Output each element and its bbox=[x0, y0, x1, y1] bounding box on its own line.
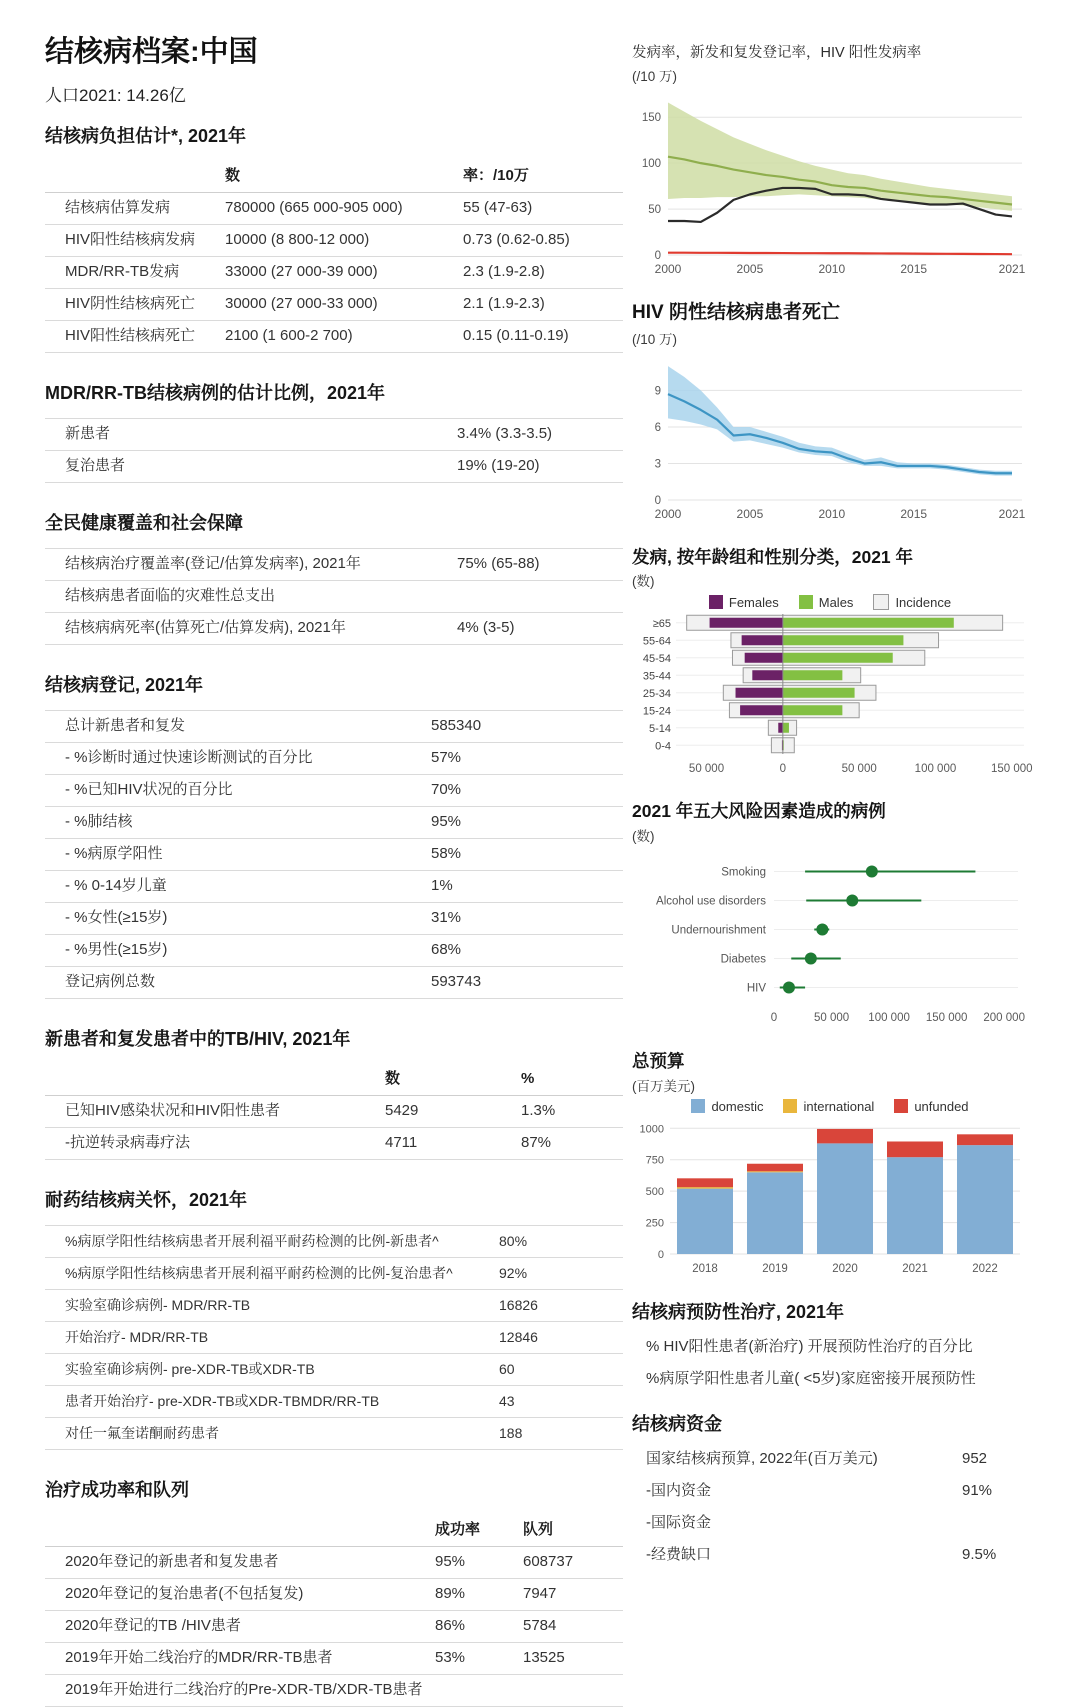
row-value: 7947 bbox=[523, 1585, 557, 1603]
column-header: 队列 bbox=[523, 1521, 554, 1539]
table-row bbox=[45, 1386, 623, 1418]
table-row bbox=[45, 1675, 623, 1707]
section-title: 新患者和复发患者中的TB/HIV, 2021年 bbox=[45, 1029, 351, 1050]
table-row bbox=[45, 1322, 623, 1354]
svg-text:100 000: 100 000 bbox=[914, 763, 957, 776]
chart-deaths-block bbox=[632, 301, 1028, 522]
row-label: 结核病估算发病 bbox=[65, 199, 171, 217]
notification-table bbox=[45, 710, 623, 999]
row-value: 16826 bbox=[499, 1297, 538, 1314]
table-header-row bbox=[45, 1515, 623, 1547]
section-title: 结核病登记, 2021年 bbox=[45, 675, 204, 696]
legend-label: Males bbox=[818, 594, 854, 610]
legend-label: domestic bbox=[711, 1098, 764, 1114]
table-row bbox=[45, 1547, 623, 1579]
section-outcomes bbox=[45, 1476, 623, 1707]
table-row bbox=[45, 1611, 623, 1643]
table-row bbox=[45, 1354, 623, 1386]
legend-swatch-icon bbox=[691, 1099, 705, 1113]
legend-swatch-icon bbox=[873, 594, 889, 610]
row-value: 0.15 (0.11-0.19) bbox=[463, 327, 569, 345]
svg-text:2005: 2005 bbox=[736, 506, 764, 521]
row-label: 结核病患者面临的灾难性总支出 bbox=[65, 587, 276, 605]
table-row bbox=[45, 451, 623, 483]
svg-text:1000: 1000 bbox=[639, 1123, 664, 1136]
table-row bbox=[45, 613, 623, 645]
svg-text:2015: 2015 bbox=[900, 506, 928, 521]
tbhiv-table bbox=[45, 1064, 623, 1160]
chart-title: 发病, 按年龄组和性别分类，2021 年 bbox=[632, 546, 914, 567]
table-row bbox=[45, 1128, 623, 1160]
table-row bbox=[45, 1418, 623, 1450]
table-row bbox=[632, 1364, 1028, 1396]
row-value: 87% bbox=[521, 1134, 552, 1152]
svg-text:2019: 2019 bbox=[762, 1262, 788, 1275]
burden-table bbox=[45, 161, 623, 353]
row-label: - %肺结核 bbox=[65, 813, 133, 831]
table-row bbox=[45, 967, 623, 999]
row-label: 2019年开始二线治疗的MDR/RR-TB患者 bbox=[65, 1649, 333, 1667]
table-row bbox=[45, 225, 623, 257]
row-value: 95% bbox=[431, 813, 462, 831]
right-column bbox=[632, 44, 1033, 1572]
legend-swatch-icon bbox=[894, 1099, 908, 1113]
row-value: 4% (3-5) bbox=[457, 619, 515, 637]
svg-text:2021: 2021 bbox=[998, 261, 1026, 276]
section-preventive bbox=[632, 1298, 1028, 1396]
svg-text:Alcohol use disorders: Alcohol use disorders bbox=[656, 895, 766, 908]
section-burden-estimates bbox=[45, 122, 623, 353]
table-row bbox=[45, 935, 623, 967]
svg-text:Undernourishment: Undernourishment bbox=[671, 924, 766, 937]
legend-item bbox=[894, 1099, 968, 1114]
svg-text:2020: 2020 bbox=[832, 1262, 858, 1275]
row-value: 91% bbox=[962, 1482, 993, 1500]
row-value: 60 bbox=[499, 1361, 515, 1378]
row-label: 结核病治疗覆盖率(登记/估算发病率), 2021年 bbox=[65, 555, 361, 573]
row-label: 患者开始治疗- pre-XDR-TB或XDR-TBMDR/RR-TB bbox=[65, 1393, 380, 1410]
outcomes-table bbox=[45, 1515, 623, 1707]
preventive-table bbox=[632, 1332, 1028, 1396]
table-row bbox=[45, 418, 623, 451]
svg-text:15-24: 15-24 bbox=[642, 705, 671, 718]
table-header-row bbox=[45, 1064, 623, 1096]
row-value: 92% bbox=[499, 1265, 528, 1282]
row-label: %病原学阳性结核病患者开展利福平耐药检测的比例-新患者^ bbox=[65, 1233, 439, 1250]
row-label: %病原学阳性患者儿童( <5岁)家庭密接开展预防性 bbox=[646, 1370, 976, 1388]
svg-text:2005: 2005 bbox=[736, 261, 764, 276]
row-value: 3.4% (3.3-3.5) bbox=[457, 425, 553, 443]
row-label: 对任一氟奎诺酮耐药患者 bbox=[65, 1425, 219, 1442]
legend-label: Incidence bbox=[895, 594, 952, 610]
svg-text:≥65: ≥65 bbox=[652, 618, 671, 631]
funding-table bbox=[632, 1444, 1028, 1572]
svg-text:2015: 2015 bbox=[900, 261, 928, 276]
row-value: 5784 bbox=[523, 1617, 557, 1635]
table-row bbox=[45, 1643, 623, 1675]
row-label: -国际资金 bbox=[646, 1514, 711, 1532]
chart-subtitle: (数) bbox=[632, 829, 655, 845]
row-value: 0.73 (0.62-0.85) bbox=[463, 231, 570, 249]
table-row bbox=[45, 321, 623, 353]
row-value: 80% bbox=[499, 1233, 528, 1250]
row-value: 70% bbox=[431, 781, 462, 799]
row-value: 68% bbox=[431, 941, 462, 959]
table-row bbox=[632, 1332, 1028, 1364]
row-label: 国家结核病预算, 2022年(百万美元) bbox=[646, 1450, 878, 1468]
budget-bar-chart bbox=[632, 1116, 1028, 1276]
svg-text:50 000: 50 000 bbox=[813, 1012, 850, 1025]
svg-text:5-14: 5-14 bbox=[648, 723, 671, 736]
table-row bbox=[45, 1579, 623, 1611]
row-value: 30000 (27 000-33 000) bbox=[225, 295, 378, 313]
row-label: HIV阴性结核病死亡 bbox=[65, 295, 196, 313]
deaths-line-chart bbox=[632, 352, 1028, 522]
riskfactors-dot-chart bbox=[632, 849, 1028, 1026]
row-value: 2100 (1 600-2 700) bbox=[225, 327, 353, 345]
row-value: 608737 bbox=[523, 1553, 574, 1571]
section-notification bbox=[45, 671, 623, 999]
table-row bbox=[45, 807, 623, 839]
row-value: 5429 bbox=[385, 1102, 419, 1120]
row-value: 13525 bbox=[523, 1649, 565, 1667]
chart-title: HIV 阴性结核病患者死亡 bbox=[632, 301, 840, 323]
legend-label: international bbox=[803, 1098, 875, 1114]
svg-text:55-64: 55-64 bbox=[642, 635, 671, 648]
row-value: 1% bbox=[431, 877, 453, 895]
row-value: 9.5% bbox=[962, 1546, 997, 1564]
legend-swatch-icon bbox=[783, 1099, 797, 1113]
row-label: 总计新患者和复发 bbox=[65, 717, 186, 735]
table-row bbox=[45, 1258, 623, 1290]
column-header: 数 bbox=[385, 1070, 401, 1088]
section-title: 结核病预防性治疗, 2021年 bbox=[632, 1301, 845, 1322]
svg-text:Diabetes: Diabetes bbox=[720, 953, 766, 966]
budget-legend bbox=[632, 1099, 1028, 1114]
svg-text:HIV: HIV bbox=[746, 982, 766, 995]
row-label: - %诊断时通过快速诊断测试的百分比 bbox=[65, 749, 313, 767]
row-label: - % 0-14岁儿童 bbox=[65, 877, 167, 895]
svg-text:150 000: 150 000 bbox=[991, 763, 1033, 776]
row-label: 开始治疗- MDR/RR-TB bbox=[65, 1329, 209, 1346]
section-title: MDR/RR-TB结核病例的估计比例，2021年 bbox=[45, 383, 386, 404]
table-row bbox=[45, 193, 623, 225]
table-row bbox=[45, 710, 623, 743]
row-value: 53% bbox=[435, 1649, 466, 1667]
row-label: HIV阳性结核病发病 bbox=[65, 231, 196, 249]
svg-text:2022: 2022 bbox=[972, 1262, 998, 1275]
table-row bbox=[45, 1225, 623, 1258]
section-title: 结核病负担估计*, 2021年 bbox=[45, 126, 247, 147]
row-label: 2020年登记的复治患者(不包括复发) bbox=[65, 1585, 304, 1603]
row-value: 188 bbox=[499, 1425, 523, 1442]
row-value: 780000 (665 000-905 000) bbox=[225, 199, 403, 217]
svg-text:Smoking: Smoking bbox=[721, 866, 766, 879]
row-label: HIV阳性结核病死亡 bbox=[65, 327, 196, 345]
section-drtb-care bbox=[45, 1186, 623, 1450]
table-row bbox=[632, 1508, 1028, 1540]
svg-text:50 000: 50 000 bbox=[841, 763, 877, 776]
section-funding bbox=[632, 1410, 1028, 1572]
section-title: 全民健康覆盖和社会保障 bbox=[45, 513, 243, 534]
svg-text:2021: 2021 bbox=[902, 1262, 928, 1275]
left-column bbox=[45, 36, 623, 1707]
section-title: 治疗成功率和队列 bbox=[45, 1480, 189, 1501]
svg-text:45-54: 45-54 bbox=[642, 653, 671, 666]
table-row bbox=[45, 775, 623, 807]
chart-title: 总预算 bbox=[632, 1051, 685, 1072]
row-value: 952 bbox=[962, 1450, 988, 1468]
table-row bbox=[632, 1540, 1028, 1572]
legend-item bbox=[799, 595, 854, 610]
row-label: -抗逆转录病毒疗法 bbox=[65, 1134, 190, 1152]
column-header: 成功率 bbox=[435, 1521, 481, 1539]
uhc-table bbox=[45, 548, 623, 645]
legend-item bbox=[691, 1099, 763, 1114]
chart-title: 2021 年五大风险因素造成的病例 bbox=[632, 801, 886, 822]
svg-text:50: 50 bbox=[648, 203, 661, 216]
row-value: 2.3 (1.9-2.8) bbox=[463, 263, 545, 281]
row-label: 2020年登记的新患者和复发患者 bbox=[65, 1553, 279, 1571]
chart-title: 发病率，新发和复发登记率，HIV 阳性发病率 bbox=[632, 45, 922, 61]
row-label: %病原学阳性结核病患者开展利福平耐药检测的比例-复治患者^ bbox=[65, 1265, 453, 1282]
section-tbhiv bbox=[45, 1025, 623, 1160]
svg-text:100 000: 100 000 bbox=[868, 1012, 910, 1025]
section-title: 结核病资金 bbox=[632, 1413, 722, 1434]
row-label: 2020年登记的TB /HIV患者 bbox=[65, 1617, 241, 1635]
chart-agesex-block bbox=[632, 546, 1033, 777]
row-value: 58% bbox=[431, 845, 462, 863]
table-row bbox=[45, 257, 623, 289]
row-label: 已知HIV感染状况和HIV阳性患者 bbox=[65, 1102, 281, 1120]
chart-subtitle: (百万美元) bbox=[632, 1078, 695, 1094]
row-value: 4711 bbox=[385, 1134, 418, 1152]
row-value: 2.1 (1.9-2.3) bbox=[463, 295, 545, 313]
chart-subtitle: (/10 万) bbox=[632, 331, 678, 347]
svg-text:9: 9 bbox=[654, 384, 661, 397]
svg-text:2021: 2021 bbox=[998, 506, 1026, 521]
svg-text:200 000: 200 000 bbox=[983, 1012, 1025, 1025]
legend-item bbox=[783, 1099, 874, 1114]
row-label: 2019年开始进行二线治疗的Pre-XDR-TB/XDR-TB患者 bbox=[65, 1681, 423, 1699]
row-value: 33000 (27 000-39 000) bbox=[225, 263, 378, 281]
table-row bbox=[45, 1096, 623, 1128]
column-header: 数 bbox=[225, 167, 241, 185]
svg-text:0: 0 bbox=[654, 494, 661, 507]
section-title: 耐药结核病关怀，2021年 bbox=[45, 1190, 248, 1211]
svg-text:0: 0 bbox=[657, 1248, 664, 1261]
chart-incidence-block bbox=[632, 44, 1028, 277]
svg-text:0: 0 bbox=[654, 249, 661, 262]
svg-text:750: 750 bbox=[645, 1154, 664, 1167]
row-value: 593743 bbox=[431, 973, 482, 991]
row-label: 结核病病死率(估算死亡/估算发病), 2021年 bbox=[65, 619, 346, 637]
table-row bbox=[45, 839, 623, 871]
agesex-legend bbox=[632, 594, 1028, 610]
table-row bbox=[632, 1476, 1028, 1508]
svg-text:0-4: 0-4 bbox=[655, 740, 671, 753]
legend-label: Females bbox=[728, 594, 779, 610]
row-value: 57% bbox=[431, 749, 462, 767]
svg-text:2018: 2018 bbox=[692, 1262, 718, 1275]
row-label: 实验室确诊病例- MDR/RR-TB bbox=[65, 1297, 251, 1314]
population-line: 人口2021: 14.26亿 bbox=[45, 86, 186, 106]
chart-budget-block bbox=[632, 1050, 1028, 1276]
row-value: 43 bbox=[499, 1393, 515, 1410]
table-row bbox=[632, 1444, 1028, 1476]
legend-label: unfunded bbox=[914, 1098, 969, 1114]
row-value: 89% bbox=[435, 1585, 466, 1603]
table-row bbox=[45, 903, 623, 935]
row-value: 55 (47-63) bbox=[463, 199, 533, 217]
row-label: - %病原学阳性 bbox=[65, 845, 163, 863]
chart-subtitle: (数) bbox=[632, 574, 655, 590]
column-header: % bbox=[521, 1070, 535, 1088]
legend-swatch-icon bbox=[799, 595, 813, 609]
row-label: -经费缺口 bbox=[646, 1546, 711, 1564]
row-label: - %女性(≥15岁) bbox=[65, 909, 168, 927]
svg-text:150: 150 bbox=[641, 112, 661, 125]
row-label: 新患者 bbox=[65, 425, 111, 443]
svg-text:0: 0 bbox=[770, 1012, 778, 1025]
legend-swatch-icon bbox=[709, 595, 723, 609]
svg-text:6: 6 bbox=[654, 421, 661, 434]
svg-text:2000: 2000 bbox=[654, 261, 682, 276]
row-label: 登记病例总数 bbox=[65, 973, 156, 991]
table-row bbox=[45, 289, 623, 321]
row-value: 75% (65-88) bbox=[457, 555, 540, 573]
row-label: 复治患者 bbox=[65, 457, 126, 475]
legend-item bbox=[873, 594, 951, 610]
agesex-pyramid-chart bbox=[632, 612, 1033, 776]
svg-text:250: 250 bbox=[645, 1217, 664, 1230]
drtb-table bbox=[45, 1225, 623, 1450]
svg-text:2010: 2010 bbox=[818, 261, 846, 276]
table-header-row bbox=[45, 161, 623, 193]
row-value: 19% (19-20) bbox=[457, 457, 540, 475]
table-row bbox=[45, 1290, 623, 1322]
row-label: 实验室确诊病例- pre-XDR-TB或XDR-TB bbox=[65, 1361, 315, 1378]
row-value: 10000 (8 800-12 000) bbox=[225, 231, 370, 249]
row-value: 12846 bbox=[499, 1329, 538, 1346]
svg-text:2010: 2010 bbox=[818, 506, 846, 521]
row-value: 585340 bbox=[431, 717, 482, 735]
row-label: - %男性(≥15岁) bbox=[65, 941, 168, 959]
svg-text:3: 3 bbox=[654, 458, 661, 471]
row-value: 86% bbox=[435, 1617, 466, 1635]
table-row bbox=[45, 743, 623, 775]
incidence-line-chart bbox=[632, 89, 1028, 277]
table-row bbox=[45, 871, 623, 903]
section-uhc bbox=[45, 509, 623, 645]
row-label: -国内资金 bbox=[646, 1482, 711, 1500]
legend-item bbox=[709, 595, 779, 610]
row-label: - %已知HIV状况的百分比 bbox=[65, 781, 233, 799]
svg-text:35-44: 35-44 bbox=[642, 670, 671, 683]
row-label: % HIV阳性患者(新治疗) 开展预防性治疗的百分比 bbox=[646, 1338, 973, 1356]
svg-text:2000: 2000 bbox=[654, 506, 682, 521]
svg-text:25-34: 25-34 bbox=[642, 688, 671, 701]
page-title: 结核病档案:中国 bbox=[45, 36, 258, 68]
svg-text:150 000: 150 000 bbox=[925, 1012, 968, 1025]
column-header: 率：/10万 bbox=[463, 167, 529, 185]
svg-text:100: 100 bbox=[641, 157, 661, 170]
mdr-proportion-table bbox=[45, 418, 623, 483]
svg-text:50 000: 50 000 bbox=[688, 763, 725, 776]
chart-riskfactors-block bbox=[632, 800, 1028, 1026]
section-mdr-proportion bbox=[45, 379, 623, 483]
table-row bbox=[45, 548, 623, 581]
row-value: 1.3% bbox=[521, 1102, 556, 1120]
row-value: 95% bbox=[435, 1553, 466, 1571]
row-label: MDR/RR-TB发病 bbox=[65, 263, 180, 281]
svg-text:0: 0 bbox=[779, 763, 787, 776]
row-value: 31% bbox=[431, 909, 462, 927]
svg-text:500: 500 bbox=[645, 1185, 664, 1198]
chart-subtitle: (/10 万) bbox=[632, 68, 678, 84]
table-row bbox=[45, 581, 623, 613]
